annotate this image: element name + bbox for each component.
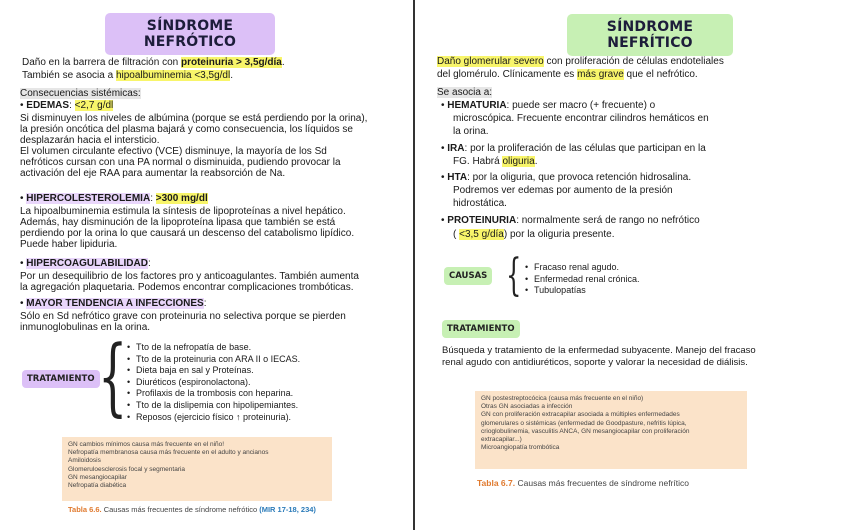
tratamiento-item: • Profilaxis de la trombosis con heparina. — [136, 388, 300, 400]
table-row: glomerulares o sistémicas (enfermedad de Goodpasture, nefritis lúpica, — [481, 419, 687, 427]
hipercolesterolemia-heading: • HIPERCOLESTEROLEMIA: >300 mg/dl — [20, 193, 208, 204]
tratamiento-item: • Reposos (ejercicio físico ↑ proteinuria). — [136, 412, 300, 424]
infecciones-text — [20, 311, 346, 333]
nefritico-intro-line-1: Daño glomerular severo con proliferación de células endoteliales — [437, 56, 724, 67]
hematuria-line-1: • HEMATURIA: puede ser macro (+ frecuente) o — [441, 100, 656, 111]
hiperco-line: Además, hay disminución de la lipoproteína lipasa que también se está — [20, 217, 336, 228]
proteinuria-line-2: ( <3,5 g/día) por la oliguria presente. — [453, 229, 615, 240]
tratamiento-item: • Dieta baja en sal y Proteínas. — [136, 365, 300, 377]
hipercolesterolemia-text — [20, 206, 354, 250]
proteinuria-line-1: • PROTEINURIA: normalmente será de rango no nefrótico — [441, 215, 700, 226]
tratamiento-item: • Diuréticos (espironolactona). — [136, 377, 300, 389]
nefrotico-tratamiento-list — [136, 342, 300, 423]
infecciones-line: Sólo en Sd nefrótico grave con proteinuria no selectiva porque se pierden — [20, 311, 346, 322]
hiperco-line: Puede haber lipiduria. — [20, 239, 118, 250]
causas-brace: { — [506, 250, 522, 301]
column-divider — [413, 0, 415, 530]
nefritico-tratamiento-label: TRATAMIENTO — [442, 320, 520, 338]
tratamiento-item: • Tto de la proteinuria con ARA II o IECAS. — [136, 354, 300, 366]
edemas-line: nefróticos cursan con una PA normal o disminuida, pudiendo provocar la — [20, 157, 341, 168]
hta-line-1: • HTA: por la oliguria, que provoca retención hidrosalina. — [441, 172, 692, 183]
ira-line-1: • IRA: por la proliferación de las células que participan en la — [441, 143, 706, 154]
nefritico-title: SÍNDROME NEFRÍTICO — [567, 14, 733, 56]
nefrotico-intro-line-1: Daño en la barrera de filtración con proteinuria > 3,5g/día. — [22, 57, 285, 68]
nefrotico-title: SÍNDROME NEFRÓTICO — [105, 13, 275, 55]
hiperco-line: perdiendo por la orina lo que causará un descenso del catabolismo lipídico. — [20, 228, 355, 239]
table-row: GN con proliferación extracapilar asociada a múltiples enfermedades — [481, 411, 680, 419]
table-row: extracapilar...) — [481, 436, 522, 444]
causas-list — [534, 262, 640, 297]
se-asocia-heading: Se asocia a: — [437, 87, 493, 98]
edemas-heading: • EDEMAS: <2,7 g/dl — [20, 100, 114, 111]
causa-item: • Enfermedad renal crónica. — [534, 274, 640, 286]
nefrotico-column — [0, 0, 412, 530]
table-row: crioglobulinemia, vasculitis ANCA, GN mesangiocapilar con proliferación — [481, 427, 690, 435]
tratamiento-item: • Tto de la dislipemia con hipolipemiantes. — [136, 400, 300, 412]
table-row: Microangiopatía trombótica — [481, 444, 560, 452]
nefrotico-intro-line-2: También se asocia a hipoalbuminemia <3,5g/dl. — [22, 70, 233, 81]
edemas-text — [20, 113, 367, 179]
causa-item: • Fracaso renal agudo. — [534, 262, 640, 274]
hipercoag-line: Por un desequilibrio de los factores pro y anticoagulantes. También aumenta — [20, 271, 359, 282]
hematuria-line-3: la orina. — [453, 126, 489, 137]
infecciones-line: inmunoglobulinas en la orina. — [20, 322, 151, 333]
table-row: GN cambios mínimos causa más frecuente en el niño! — [68, 441, 225, 448]
table-row: Nefropatía membranosa causa más frecuente en el adulto y ancianos — [68, 449, 269, 457]
table-row: Amiloidosis — [68, 457, 101, 465]
table-row: Glomeruloesclerosis focal y segmentaria — [68, 465, 186, 473]
consecuencias-heading: Consecuencias sistémicas: — [20, 88, 141, 99]
causa-item: • Tubulopatías — [534, 285, 640, 297]
infecciones-heading: • MAYOR TENDENCIA A INFECCIONES: — [20, 298, 207, 309]
table-row: Nefropatía diabética — [68, 482, 127, 490]
hipercoag-line: la agregación plaquetaria. Podemos encontrar complicaciones trombóticas. — [20, 282, 354, 293]
nefritico-column — [417, 0, 848, 530]
nefritico-tratamiento-line-1: Búsqueda y tratamiento de la enfermedad subyacente. Manejo del fracaso — [442, 345, 756, 356]
edemas-line: Si disminuyen los niveles de albúmina (porque se está perdiendo por la orina), — [20, 113, 368, 124]
table-row: GN mesangiocapilar — [68, 473, 127, 481]
nefritico-tratamiento-line-2: renal agudo con antidiuréticos, soporte y valorar la necesidad de diálisis. — [442, 357, 748, 368]
table-row: Otras GN asociadas a infección — [481, 403, 573, 411]
nefritico-table-caption: Tabla 6.7. Causas más frecuentes de síndrome nefrítico — [477, 478, 689, 488]
nefritico-intro-line-2: del glomérulo. Clínicamente es más grave que el nefrótico. — [437, 69, 698, 80]
edemas-line: la presión oncótica del plasma bajará y como consecuencia, los líquidos se — [20, 124, 353, 135]
nefritico-causes-table — [475, 391, 747, 469]
hipercoagulabilidad-text — [20, 271, 359, 293]
hta-line-3: hidrostática. — [453, 198, 507, 209]
tratamiento-item: • Tto de la nefropatía de base. — [136, 342, 300, 354]
table-row: GN postestreptocócica (causa más frecuente en el niño) — [481, 395, 644, 402]
nefrotico-causes-table — [62, 437, 332, 501]
edemas-line: activación del eje RAA para aumentar la reabsorción de Na. — [20, 168, 286, 179]
hiperco-line: La hipoalbuminemia estimula la síntesis de lipoproteínas a nivel hepático. — [20, 206, 346, 217]
edemas-line: El volumen circulante efectivo (VCE) disminuye, la mayoría de los Sd — [20, 146, 327, 157]
hematuria-line-2: microscópica. Frecuente encontrar cilindros hemáticos en — [453, 113, 709, 124]
ira-line-2: FG. Habrá oliguria. — [453, 156, 538, 167]
hta-line-2: Podremos ver edemas por aumento de la presión — [453, 185, 673, 196]
hipercoagulabilidad-heading: • HIPERCOAGULABILIDAD: — [20, 258, 151, 269]
edemas-line: desplazarán hacia el intersticio. — [20, 135, 160, 146]
nefrotico-table-caption: Tabla 6.6. Causas más frecuentes de síndrome nefrótico (MIR 17-18, 234) — [68, 505, 316, 514]
tratamiento-brace: { — [98, 327, 128, 425]
causas-label: CAUSAS — [444, 267, 492, 285]
nefrotico-tratamiento-label: TRATAMIENTO — [22, 370, 100, 388]
